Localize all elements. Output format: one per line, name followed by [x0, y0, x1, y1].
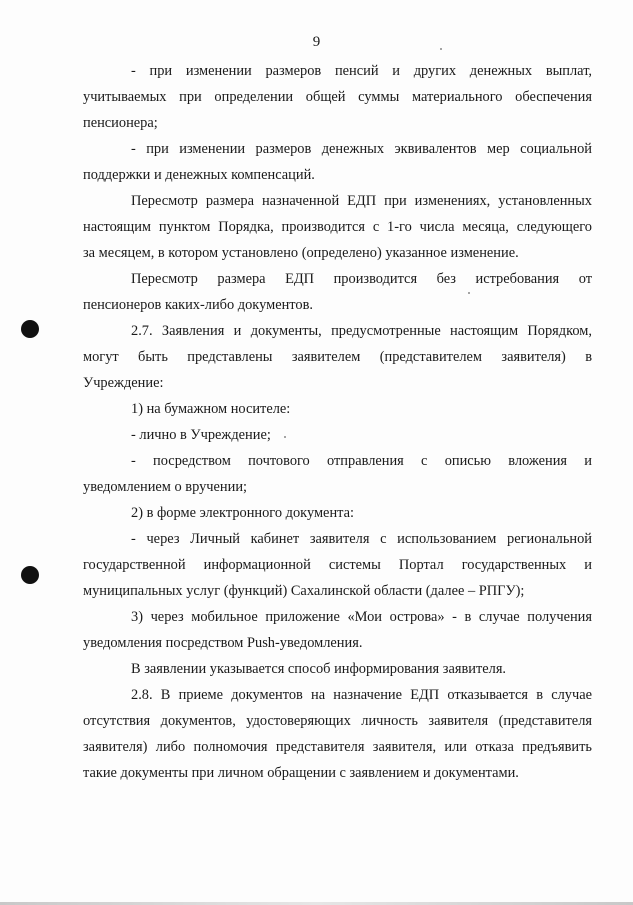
text-line: Пересмотр размера ЕДП производится без истребования от: [131, 271, 592, 287]
text-line: - лично в Учреждение;: [131, 427, 271, 443]
text-line: пенсионера;: [83, 115, 158, 131]
text-line: поддержки и денежных компенсаций.: [83, 167, 315, 183]
text-line: В заявлении указывается способ информирования заявителя.: [131, 661, 507, 677]
text-line: 2.7. Заявления и документы, предусмотренные настоящим Порядком,: [131, 323, 592, 339]
text-line: муниципальных услуг (функций) Сахалинской области (далее – РПГУ);: [83, 583, 525, 599]
text-line: отсутствия документов, удостоверяющих личность заявителя (представителя: [83, 713, 592, 729]
page-number: 9: [312, 34, 321, 50]
text-line: 2.8. В приеме документов на назначение ЕДП отказывается в случае: [131, 687, 592, 703]
text-line: государственной информационной системы Портал государственных и: [83, 557, 592, 573]
text-line: за месяцем, в котором установлено (определено) указанное изменение.: [83, 245, 519, 261]
scan-speck: [440, 48, 442, 50]
text-line: - посредством почтового отправления с описью вложения и: [131, 453, 592, 469]
text-line: Пересмотр размера назначенной ЕДП при изменениях, установленных: [131, 193, 592, 209]
text-line: пенсионеров каких-либо документов.: [83, 297, 313, 313]
document-body: [83, 58, 592, 786]
text-line: могут быть представлены заявителем (представителем заявителя) в: [83, 349, 592, 365]
text-line: 1) на бумажном носителе:: [131, 401, 291, 417]
text-line: заявителя) либо полномочия представителя заявителя, или отказа предъявить: [83, 739, 592, 755]
text-line: - через Личный кабинет заявителя с использованием региональной: [131, 531, 592, 547]
text-line: Учреждение:: [83, 375, 164, 391]
text-line: - при изменении размеров денежных эквивалентов мер социальной: [131, 141, 592, 157]
text-line: 3) через мобильное приложение «Мои острова» - в случае получения: [131, 609, 592, 625]
text-line: настоящим пунктом Порядка, производится с 1-го числа месяца, следующего: [83, 219, 592, 235]
punch-hole-bottom: [21, 566, 39, 584]
punch-hole-top: [21, 320, 39, 338]
text-line: учитываемых при определении общей суммы материального обеспечения: [83, 89, 592, 105]
text-line: уведомлением о вручении;: [83, 479, 248, 495]
text-line: - при изменении размеров пенсий и других денежных выплат,: [131, 63, 592, 79]
text-line: 2) в форме электронного документа:: [131, 505, 354, 521]
text-line: такие документы при личном обращении с заявлением и документами.: [83, 765, 519, 781]
text-line: уведомления посредством Push-уведомления.: [83, 635, 363, 651]
